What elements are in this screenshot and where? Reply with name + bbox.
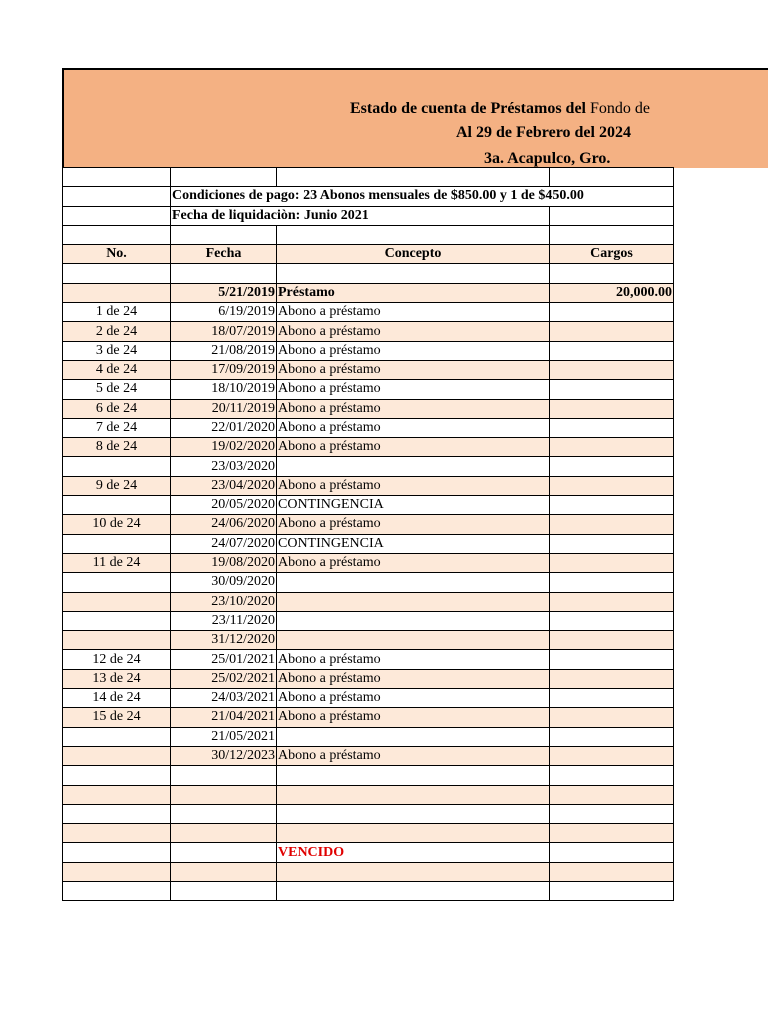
row-cargos [550, 669, 674, 688]
row-fecha: 24/06/2020 [171, 515, 277, 534]
row-fecha: 23/11/2020 [171, 611, 277, 630]
row-cargos [550, 631, 674, 650]
row-fecha: 30/09/2020 [171, 573, 277, 592]
row-fecha: 31/12/2020 [171, 631, 277, 650]
row-no: 5 de 24 [63, 380, 171, 399]
table-row [63, 592, 674, 611]
row-fecha: 24/03/2021 [171, 689, 277, 708]
row-concepto [277, 631, 550, 650]
table-row [63, 553, 674, 572]
row-no: 8 de 24 [63, 438, 171, 457]
table-row [63, 515, 674, 534]
row-no [63, 457, 171, 476]
row-no: 6 de 24 [63, 399, 171, 418]
row-cargos [550, 496, 674, 515]
row-no [63, 592, 171, 611]
row-cargos [550, 689, 674, 708]
vencido-row [63, 843, 674, 862]
row-concepto: Abono a préstamo [277, 689, 550, 708]
row-cargos [550, 727, 674, 746]
loan-row [63, 283, 674, 302]
row-concepto: Abono a préstamo [277, 399, 550, 418]
conditions-row [63, 187, 674, 206]
row-concepto: CONTINGENCIA [277, 534, 550, 553]
blank-row [63, 264, 674, 283]
row-cargos [550, 573, 674, 592]
row-no: 15 de 24 [63, 708, 171, 727]
column-header-no: No. [63, 245, 171, 264]
row-concepto: Abono a préstamo [277, 553, 550, 572]
loan-fecha: 5/21/2019 [171, 283, 277, 302]
row-fecha: 25/02/2021 [171, 669, 277, 688]
liquidation-row [63, 206, 674, 225]
row-no: 13 de 24 [63, 669, 171, 688]
table-row [63, 438, 674, 457]
loan-concepto: Préstamo [277, 283, 550, 302]
row-concepto [277, 573, 550, 592]
row-fecha: 23/10/2020 [171, 592, 277, 611]
row-fecha: 18/07/2019 [171, 322, 277, 341]
blank-row [63, 785, 674, 804]
row-fecha: 23/04/2020 [171, 476, 277, 495]
table-row [63, 476, 674, 495]
row-fecha: 24/07/2020 [171, 534, 277, 553]
row-concepto: Abono a préstamo [277, 418, 550, 437]
liquidation-date: Fecha de liquidaciòn: Junio 2021 [171, 206, 550, 225]
row-no: 4 de 24 [63, 360, 171, 379]
row-fecha: 20/05/2020 [171, 496, 277, 515]
statement-date: Al 29 de Febrero del 2024 [456, 124, 631, 141]
row-no [63, 496, 171, 515]
row-cargos [550, 746, 674, 765]
row-concepto: Abono a préstamo [277, 303, 550, 322]
row-fecha: 19/08/2020 [171, 553, 277, 572]
row-cargos [550, 534, 674, 553]
blank-row [63, 862, 674, 881]
row-no: 7 de 24 [63, 418, 171, 437]
row-fecha: 18/10/2019 [171, 380, 277, 399]
column-header-cargos: Cargos [550, 245, 674, 264]
table-row [63, 746, 674, 765]
table-row [63, 303, 674, 322]
table-row [63, 399, 674, 418]
table-row [63, 418, 674, 437]
row-fecha: 21/05/2021 [171, 727, 277, 746]
loan-statement-table [62, 167, 674, 901]
row-fecha: 17/09/2019 [171, 360, 277, 379]
row-concepto: Abono a préstamo [277, 380, 550, 399]
row-concepto: Abono a préstamo [277, 708, 550, 727]
row-cargos [550, 611, 674, 630]
row-cargos [550, 360, 674, 379]
row-no: 2 de 24 [63, 322, 171, 341]
row-concepto: Abono a préstamo [277, 669, 550, 688]
row-cargos [550, 418, 674, 437]
payment-conditions: Condiciones de pago: 23 Abonos mensuales de $850.00 y 1 de $450.00 [171, 187, 674, 206]
row-cargos [550, 341, 674, 360]
vencido-label: VENCIDO [277, 843, 550, 862]
row-no [63, 573, 171, 592]
table-row [63, 341, 674, 360]
row-no: 14 de 24 [63, 689, 171, 708]
row-fecha: 20/11/2019 [171, 399, 277, 418]
blank-row [63, 168, 674, 187]
row-cargos [550, 438, 674, 457]
table-row [63, 631, 674, 650]
row-fecha: 23/03/2020 [171, 457, 277, 476]
row-concepto: Abono a préstamo [277, 341, 550, 360]
row-no: 12 de 24 [63, 650, 171, 669]
row-no [63, 746, 171, 765]
row-concepto [277, 727, 550, 746]
row-concepto: Abono a préstamo [277, 360, 550, 379]
table-row [63, 496, 674, 515]
statement-header [62, 68, 768, 168]
row-concepto: Abono a préstamo [277, 650, 550, 669]
column-header-concepto: Concepto [277, 245, 550, 264]
table-row [63, 457, 674, 476]
blank-row [63, 881, 674, 900]
row-no: 10 de 24 [63, 515, 171, 534]
row-no: 1 de 24 [63, 303, 171, 322]
row-concepto: Abono a préstamo [277, 746, 550, 765]
table-row [63, 380, 674, 399]
statement-location: 3a. Acapulco, Gro. [484, 150, 611, 167]
row-no: 11 de 24 [63, 553, 171, 572]
table-row [63, 360, 674, 379]
title-bold-text: Estado de cuenta de Préstamos del [350, 100, 586, 117]
row-concepto: Abono a préstamo [277, 322, 550, 341]
row-no: 3 de 24 [63, 341, 171, 360]
title-rest-text: Fondo de [589, 100, 650, 117]
table-row [63, 669, 674, 688]
statement-title [350, 100, 768, 118]
table-row [63, 650, 674, 669]
table-row [63, 708, 674, 727]
row-cargos [550, 515, 674, 534]
row-fecha: 19/02/2020 [171, 438, 277, 457]
row-no [63, 727, 171, 746]
blank-row [63, 766, 674, 785]
row-cargos [550, 708, 674, 727]
row-concepto: CONTINGENCIA [277, 496, 550, 515]
row-fecha: 30/12/2023 [171, 746, 277, 765]
table-row [63, 689, 674, 708]
row-cargos [550, 303, 674, 322]
row-no [63, 631, 171, 650]
row-cargos [550, 476, 674, 495]
table-row [63, 727, 674, 746]
row-fecha: 21/08/2019 [171, 341, 277, 360]
row-fecha: 22/01/2020 [171, 418, 277, 437]
row-cargos [550, 650, 674, 669]
row-concepto [277, 611, 550, 630]
row-concepto [277, 592, 550, 611]
row-concepto: Abono a préstamo [277, 476, 550, 495]
row-no: 9 de 24 [63, 476, 171, 495]
row-fecha: 6/19/2019 [171, 303, 277, 322]
table-row [63, 322, 674, 341]
blank-row [63, 225, 674, 244]
row-concepto [277, 457, 550, 476]
row-concepto: Abono a préstamo [277, 438, 550, 457]
row-cargos [550, 380, 674, 399]
column-header-row [63, 245, 674, 264]
row-cargos [550, 399, 674, 418]
row-cargos [550, 553, 674, 572]
row-fecha: 21/04/2021 [171, 708, 277, 727]
column-header-fecha: Fecha [171, 245, 277, 264]
loan-cargos: 20,000.00 [550, 283, 674, 302]
table-row [63, 573, 674, 592]
row-no [63, 534, 171, 553]
row-cargos [550, 592, 674, 611]
row-concepto: Abono a préstamo [277, 515, 550, 534]
table-row [63, 534, 674, 553]
row-no [63, 611, 171, 630]
blank-row [63, 824, 674, 843]
row-cargos [550, 457, 674, 476]
table-row [63, 611, 674, 630]
row-cargos [550, 322, 674, 341]
row-fecha: 25/01/2021 [171, 650, 277, 669]
blank-row [63, 804, 674, 823]
